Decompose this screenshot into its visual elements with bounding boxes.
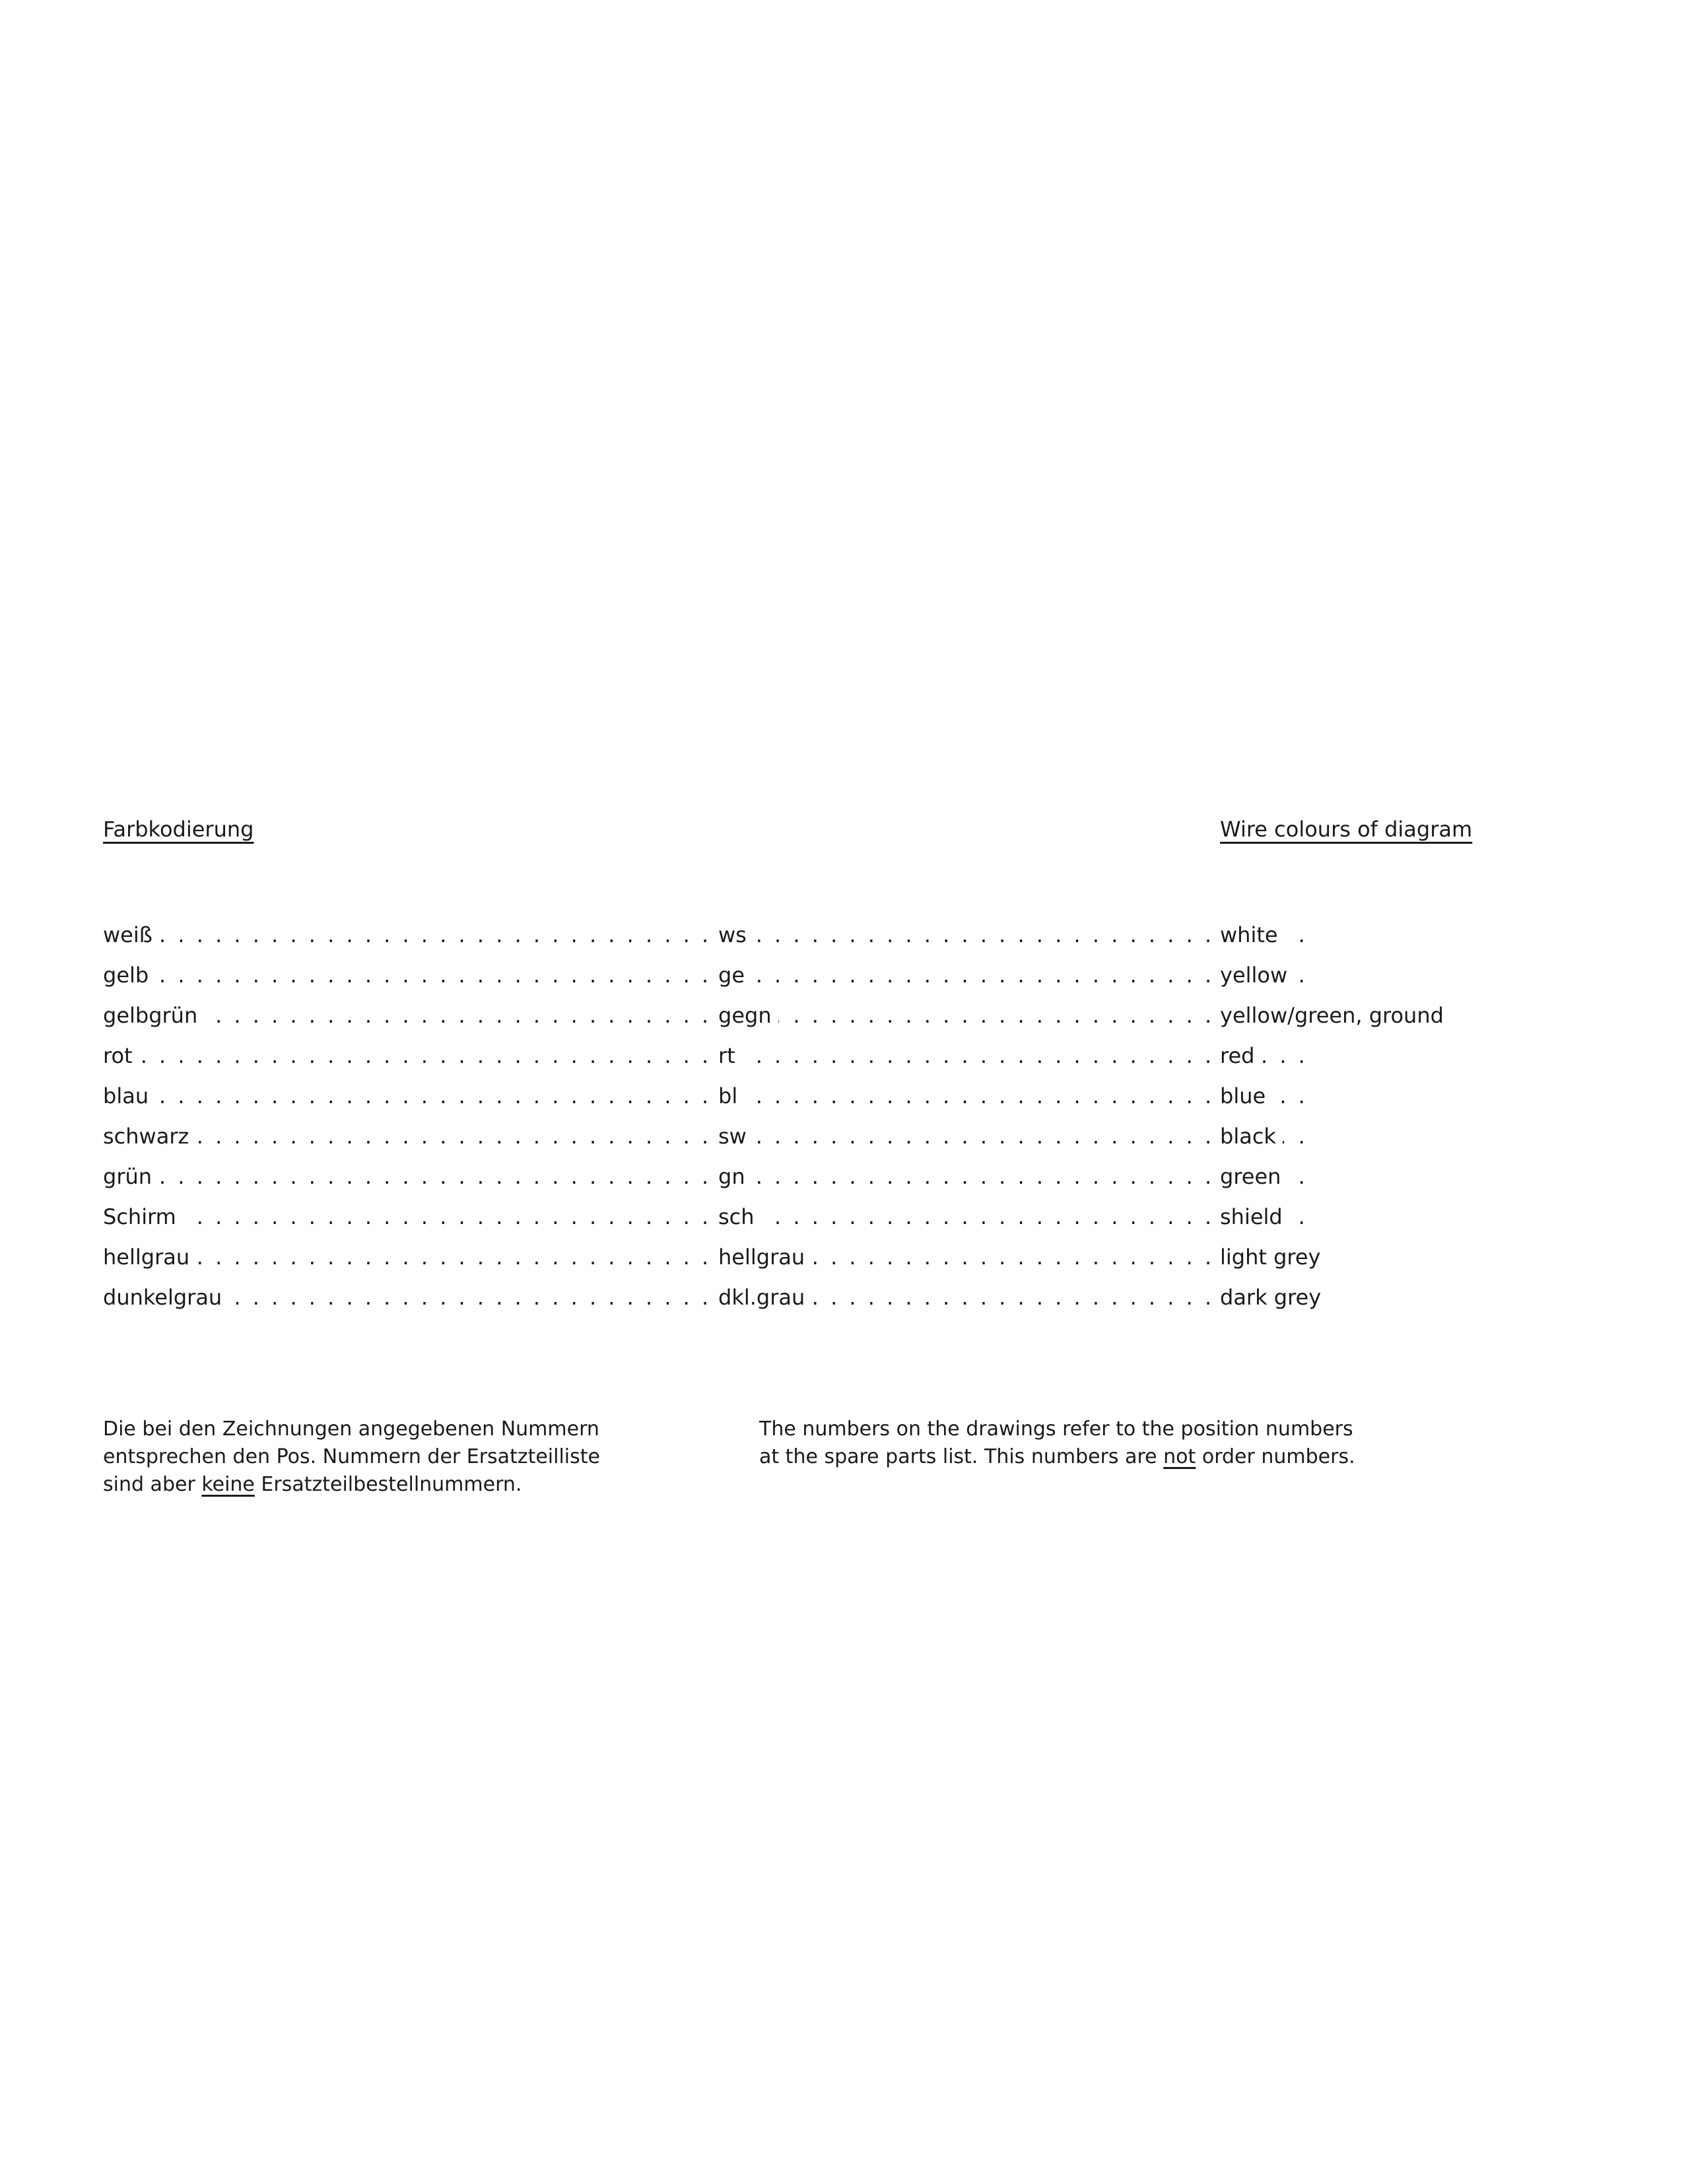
colour-code: bl [718,1083,744,1109]
legend-row [103,1244,1489,1284]
note-line [759,1443,1355,1471]
note-german [103,1416,600,1499]
colour-name-de: gelb [103,963,155,988]
colour-name-de: Schirm [103,1204,183,1229]
colour-name-en: green [1220,1164,1287,1189]
note-line: The numbers on the drawings refer to the position numbers [759,1417,1353,1441]
colour-code: sw [718,1124,753,1149]
colour-code: dkl.grau [718,1285,811,1310]
note-line [103,1471,600,1499]
wire-colour-legend [103,922,1489,1324]
note-english [759,1416,1355,1471]
colour-name-en: shield [1220,1204,1289,1229]
colour-name-de: blau [103,1083,155,1109]
colour-name-en: yellow [1220,963,1294,988]
legend-row [103,922,1489,962]
colour-name-de: hellgrau [103,1245,196,1270]
colour-name-en: blue [1220,1083,1272,1109]
legend-row [103,1163,1489,1204]
colour-code: gegn [718,1003,778,1028]
colour-name-de: rot [103,1043,139,1068]
legend-row [103,1002,1489,1042]
colour-code: sch [718,1204,761,1229]
colour-name-en: yellow/green, ground [1220,1003,1450,1028]
colour-code: rt [718,1043,742,1068]
emphasis-keine: keine [201,1473,255,1496]
colour-name-en: red [1220,1043,1261,1068]
colour-code: ws [718,922,753,947]
colour-name-de: grün [103,1164,158,1189]
colour-code: gn [718,1164,752,1189]
colour-name-en: white [1220,922,1285,947]
heading-farbkodierung: Farbkodierung [103,817,254,842]
emphasis-not: not [1163,1445,1196,1468]
legend-row [103,1123,1489,1163]
colour-code: hellgrau [718,1245,811,1270]
colour-name-en: dark grey [1220,1285,1328,1310]
colour-code: ge [718,963,751,988]
note-text: Ersatzteilbestellnummern. [254,1473,522,1496]
colour-name-en: black [1220,1124,1283,1149]
legend-row [103,1284,1489,1324]
note-line: entsprechen den Pos. Nummern der Ersatzteilliste [103,1445,600,1468]
note-line: Die bei den Zeichnungen angegebenen Nummern [103,1417,599,1441]
legend-row [103,962,1489,1002]
note-text: sind aber [103,1473,202,1496]
heading-wire-colours: Wire colours of diagram [1220,817,1473,842]
note-text: at the spare parts list. This numbers are [759,1445,1164,1468]
colour-name-de: gelbgrün [103,1003,204,1028]
colour-name-de: schwarz [103,1124,195,1149]
colour-name-en: light grey [1220,1245,1327,1270]
colour-name-de: weiß [103,922,159,947]
legend-row [103,1204,1489,1244]
note-text: order numbers. [1196,1445,1355,1468]
colour-name-de: dunkelgrau [103,1285,228,1310]
legend-row [103,1042,1489,1083]
legend-row [103,1083,1489,1123]
